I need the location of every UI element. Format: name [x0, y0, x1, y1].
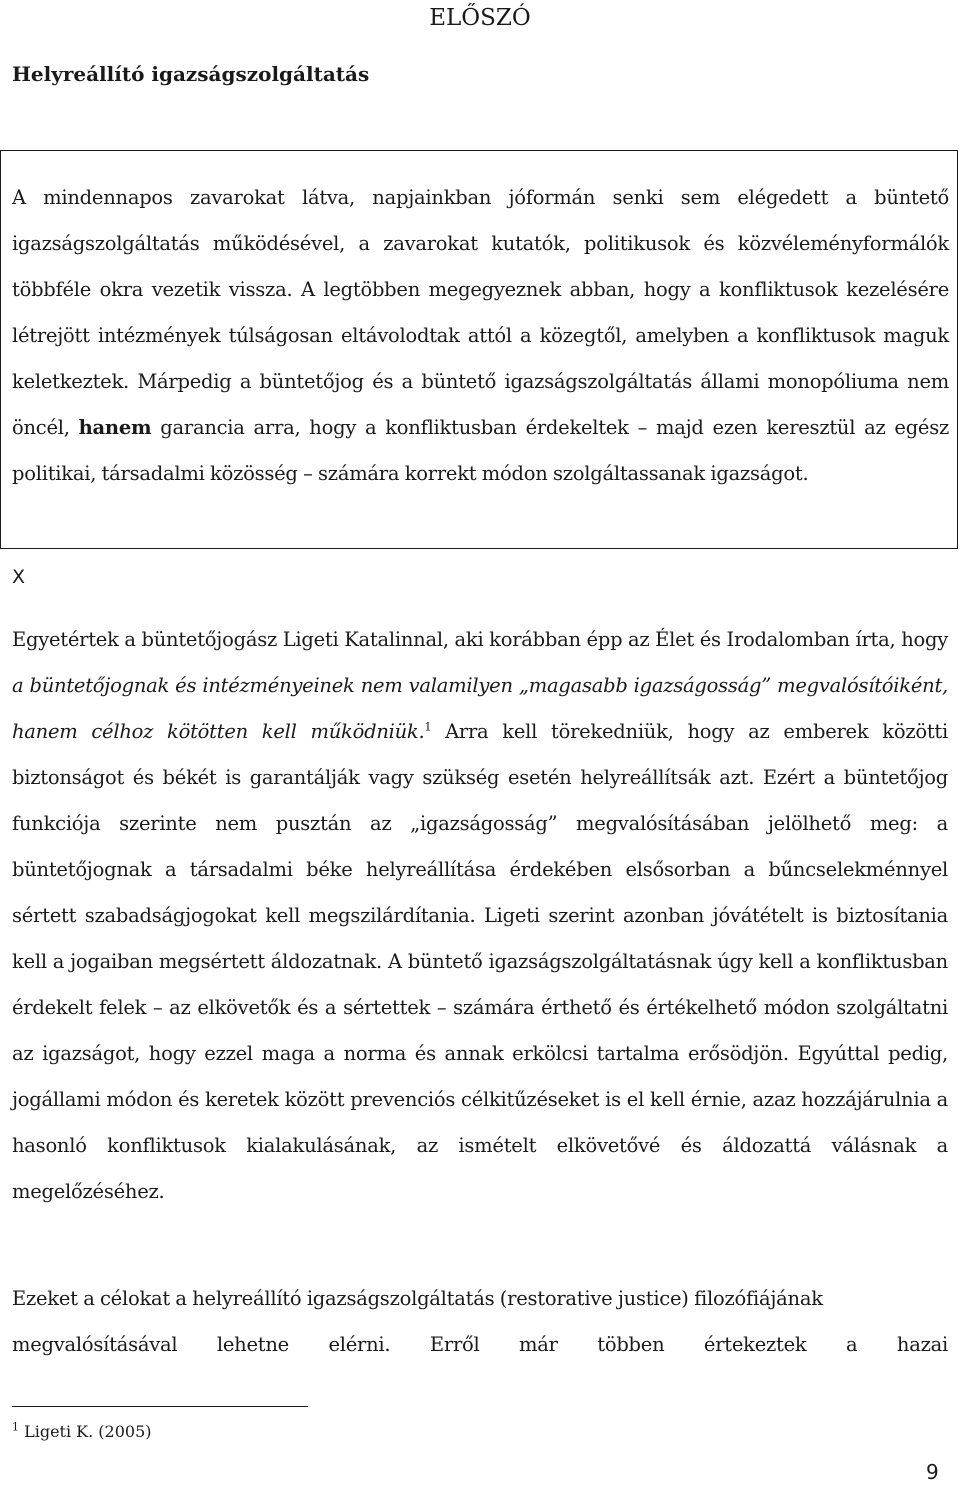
para3-line2: megvalósításával lehetne elérni. Erről már többen értekeztek a hazai: [12, 1333, 948, 1356]
para2-quote: a büntetőjognak és intézményeinek nem valamilyen „magasabb igazságosság” megvalósítóiként, hanem célhoz kötötten kell működniük.: [12, 674, 948, 743]
footnote-number: 1: [12, 1420, 19, 1434]
body-paragraph-3: [12, 1276, 948, 1368]
section-marker: X: [12, 566, 26, 588]
boxed-text-part1: A mindennapos zavarokat látva, napjainkban jóformán senki sem elégedett a büntető igazságszolgáltatás működésével, a zavarokat kutatók, politikusok és közvéleményformálók többféle okra vezetik vissza. A legtöbben megegyeznek abban, hogy a konfliktusok kezelésére létrejött intézmények túlságosan eltávolodtak attól a közegtől, amelyben a konfliktusok maguk keletkeztek. Márpedig a büntetőjog és a büntető igazságszolgáltatás állami monopóliuma nem öncél,: [12, 186, 949, 439]
section-title: Helyreállító igazságszolgáltatás: [12, 62, 370, 86]
para2-text-part2: Arra kell törekedniük, hogy az emberek közötti biztonságot és békét is garantálják vagy szükség esetén helyreállítsák azt. Ezért a büntetőjog funkciója szerinte nem pusztán az „igazságosság” megvalósításában jelölhető meg: a büntetőjognak a társadalmi béke helyreállítása érdekében elsősorban a bűncselekménnyel sértett szabadságjogokat kell megszilárdítania. Ligeti szerint azonban jóvátételt is biztosítania kell a jogaiban megsértett áldozatnak. A büntető igazságszolgáltatásnak úgy kell a konfliktusban érdekelt felek – az elkövetők és a sértettek – számára érthető és értékelhető módon szolgáltatni az igazságot, hogy ezzel maga a norma és annak erkölcsi tartalma erősödjön. Egyúttal pedig, jogállami módon és keretek között prevenciós célkitűzéseket is el kell érnie, azaz hozzájárulnia a hasonló konfliktusok kialakulásának, az ismételt elkövetővé és áldozattá válásnak a megelőzéséhez.: [12, 720, 948, 1203]
chapter-header: ELŐSZÓ: [429, 5, 531, 31]
para3-line1: Ezeket a célokat a helyreállító igazságszolgáltatás (restorative justice) filozófiájának: [12, 1287, 823, 1310]
footnote: [12, 1420, 152, 1444]
body-paragraph-2: [12, 617, 948, 1215]
boxed-paragraph: [12, 175, 949, 497]
para2-text-part1: Egyetértek a büntetőjogász Ligeti Katalinnal, aki korábban épp az Élet és Irodalomban írta, hogy: [12, 628, 948, 651]
footnote-text: Ligeti K. (2005): [24, 1422, 152, 1441]
page-number: 9: [926, 1460, 939, 1484]
boxed-text-part2: garancia arra, hogy a konfliktusban érdekeltek – majd ezen keresztül az egész politikai, társadalmi közösség – számára korrekt módon szolgáltassanak igazságot.: [12, 416, 949, 485]
boxed-bold-word: hanem: [78, 416, 152, 439]
boxed-quote: [0, 150, 958, 549]
footnote-separator: [12, 1406, 308, 1407]
footnote-ref[interactable]: 1: [424, 720, 432, 734]
